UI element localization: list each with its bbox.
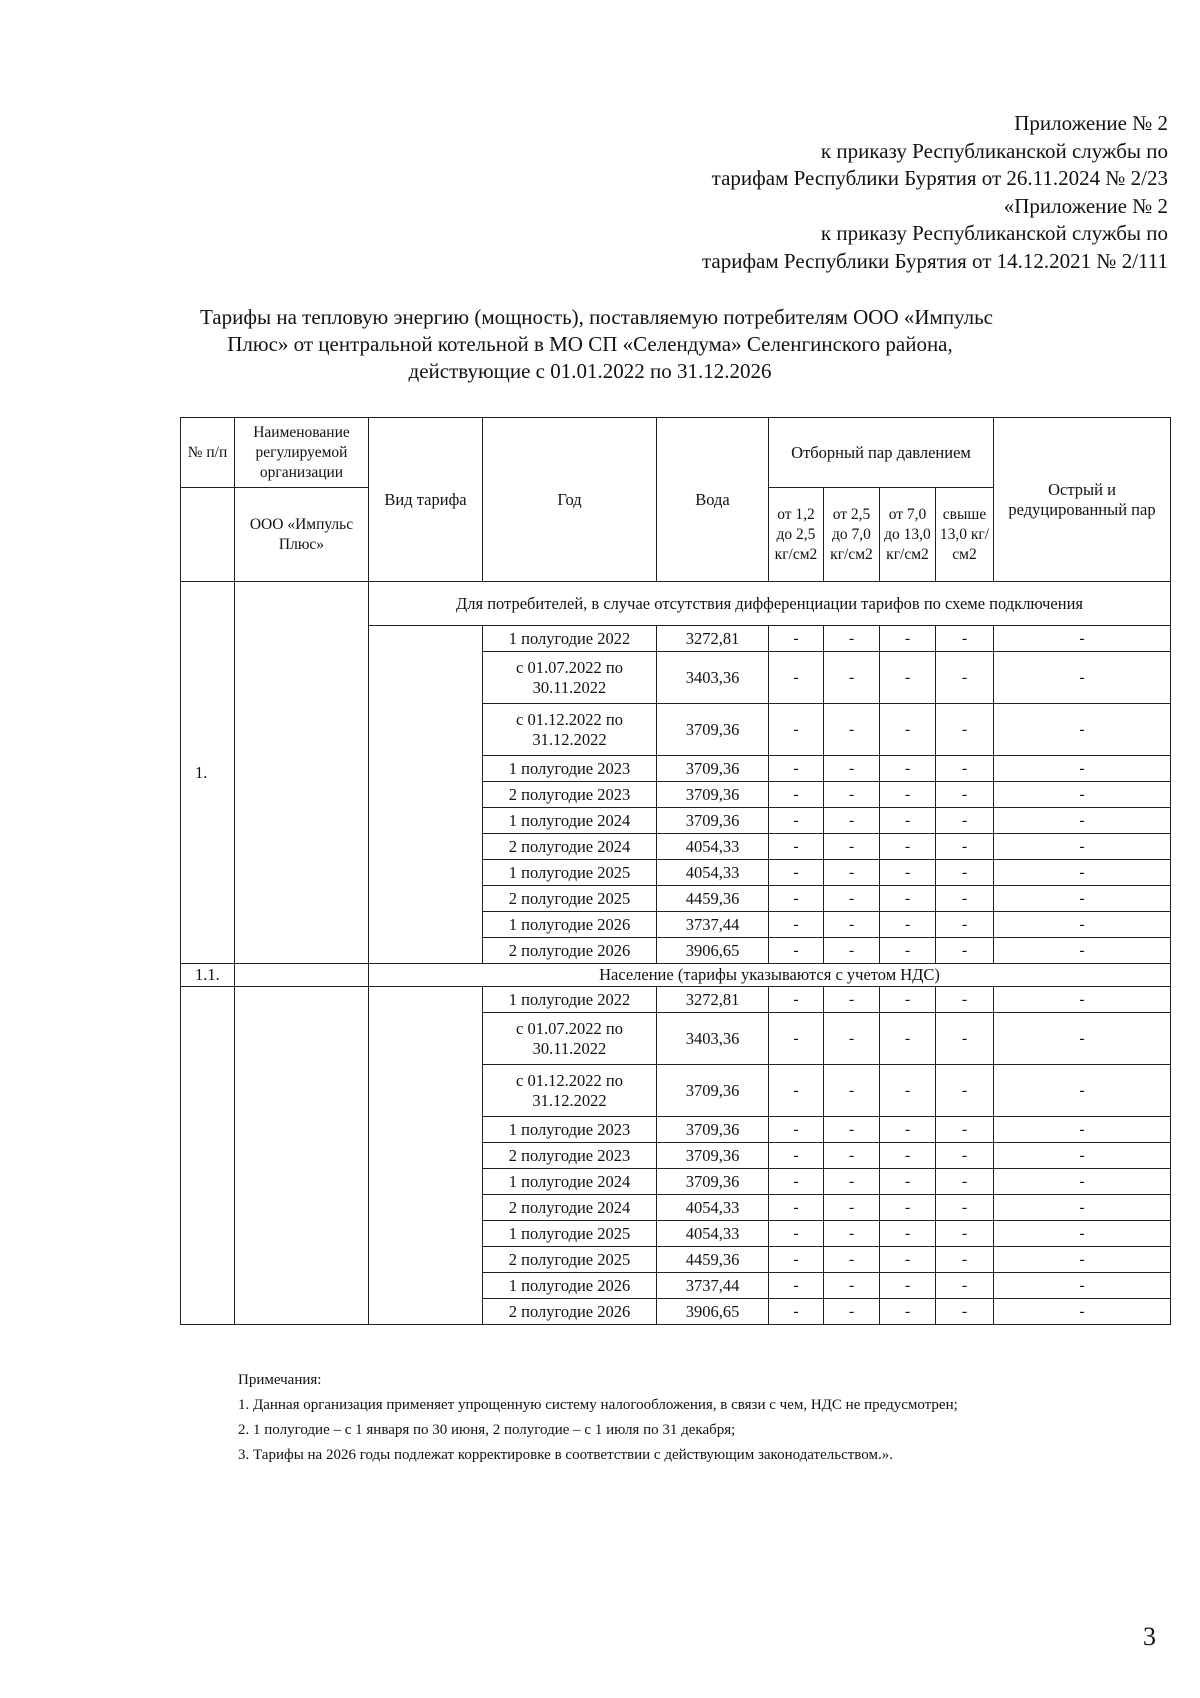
cell-sharp: -	[994, 1117, 1171, 1143]
header-pressure-3: от 7,0 до 13,0 кг/см2	[880, 488, 936, 582]
header-pressure-2: от 2,5 до 7,0 кг/см2	[824, 488, 880, 582]
cell-water: 3906,65	[657, 938, 769, 964]
cell-water: 4459,36	[657, 1247, 769, 1273]
num-cell-empty	[181, 987, 235, 1325]
cell-water: 3737,44	[657, 912, 769, 938]
cell-year: 1 полугодие 2022	[483, 626, 657, 652]
cell-p4: -	[936, 704, 994, 756]
cell-p1: -	[769, 1299, 824, 1325]
appendix-line: к приказу Республиканской службы по	[820, 138, 1168, 163]
cell-water: 4459,36	[657, 886, 769, 912]
cell-p1: -	[769, 912, 824, 938]
appendix-line: тарифам Республики Бурятия от 26.11.2024 № 2/23	[711, 166, 1168, 190]
org-cell-empty	[235, 964, 369, 987]
cell-year: с 01.07.2022 по 30.11.2022	[483, 652, 657, 704]
cell-p4: -	[936, 652, 994, 704]
cell-year: 1 полугодие 2026	[483, 1273, 657, 1299]
cell-p4: -	[936, 1195, 994, 1221]
cell-year: 1 полугодие 2023	[483, 756, 657, 782]
org-cell-empty	[235, 582, 369, 964]
cell-p1: -	[769, 1195, 824, 1221]
cell-p3: -	[880, 1273, 936, 1299]
note-item: 1. Данная организация применяет упрощенную систему налогообложения, в связи с чем, НДС не предусмотрен;	[238, 1397, 958, 1413]
cell-p1: -	[769, 886, 824, 912]
cell-p2: -	[824, 626, 880, 652]
document-title	[200, 304, 994, 385]
cell-p2: -	[824, 1143, 880, 1169]
header-tariff-type: Вид тарифа	[369, 418, 483, 582]
cell-year: 2 полугодие 2026	[483, 938, 657, 964]
cell-p2: -	[824, 938, 880, 964]
cell-p2: -	[824, 1065, 880, 1117]
header-num: № п/п	[181, 418, 235, 488]
table-row	[181, 987, 1171, 1013]
cell-year: 2 полугодие 2023	[483, 782, 657, 808]
cell-year: 2 полугодие 2023	[483, 1143, 657, 1169]
cell-p2: -	[824, 860, 880, 886]
cell-year: 2 полугодие 2026	[483, 1299, 657, 1325]
cell-p1: -	[769, 756, 824, 782]
cell-p4: -	[936, 1273, 994, 1299]
cell-sharp: -	[994, 834, 1171, 860]
tariff-type-cell-empty	[369, 626, 483, 964]
cell-year: с 01.07.2022 по 30.11.2022	[483, 1013, 657, 1065]
cell-water: 3403,36	[657, 652, 769, 704]
cell-p1: -	[769, 1013, 824, 1065]
appendix-line: «Приложение № 2	[1003, 193, 1168, 218]
cell-water: 3906,65	[657, 1299, 769, 1325]
header-org-name: Наименование регулируемой организации	[235, 418, 369, 488]
cell-p4: -	[936, 987, 994, 1013]
header-steam: Отборный пар давлением	[769, 418, 994, 488]
title-line: Плюс» от центральной котельной в МО СП «Селендума» Селенгинского района,	[227, 332, 953, 356]
appendix-line: Приложение № 2	[1014, 111, 1168, 135]
cell-p1: -	[769, 626, 824, 652]
section-title: Население (тарифы указываются с учетом НДС)	[369, 964, 1171, 987]
cell-p2: -	[824, 1169, 880, 1195]
cell-water: 3709,36	[657, 756, 769, 782]
cell-sharp: -	[994, 756, 1171, 782]
section-number: 1.	[181, 582, 235, 964]
cell-sharp: -	[994, 1221, 1171, 1247]
cell-p1: -	[769, 1247, 824, 1273]
cell-water: 3709,36	[657, 1143, 769, 1169]
cell-year: 2 полугодие 2024	[483, 1195, 657, 1221]
header-pressure-1: от 1,2 до 2,5 кг/см2	[769, 488, 824, 582]
cell-p2: -	[824, 782, 880, 808]
cell-p3: -	[880, 1247, 936, 1273]
cell-p3: -	[880, 1195, 936, 1221]
cell-p3: -	[880, 1013, 936, 1065]
cell-p4: -	[936, 1221, 994, 1247]
cell-sharp: -	[994, 808, 1171, 834]
page-number: 3	[1143, 1622, 1156, 1651]
section-row	[181, 964, 1171, 987]
cell-p3: -	[880, 987, 936, 1013]
cell-year: 1 полугодие 2024	[483, 808, 657, 834]
tariff-table	[180, 417, 1171, 1325]
section-row	[181, 582, 1171, 626]
cell-p2: -	[824, 756, 880, 782]
cell-p3: -	[880, 938, 936, 964]
cell-water: 3709,36	[657, 704, 769, 756]
cell-p3: -	[880, 756, 936, 782]
cell-sharp: -	[994, 1169, 1171, 1195]
cell-p4: -	[936, 886, 994, 912]
cell-sharp: -	[994, 1247, 1171, 1273]
appendix-line: к приказу Республиканской службы по	[820, 221, 1168, 245]
cell-p4: -	[936, 1299, 994, 1325]
cell-sharp: -	[994, 1299, 1171, 1325]
tariff-type-cell-empty	[369, 987, 483, 1325]
cell-year: 2 полугодие 2025	[483, 1247, 657, 1273]
cell-p4: -	[936, 1247, 994, 1273]
cell-p1: -	[769, 1065, 824, 1117]
cell-p2: -	[824, 1013, 880, 1065]
cell-p3: -	[880, 704, 936, 756]
cell-p1: -	[769, 987, 824, 1013]
cell-p1: -	[769, 860, 824, 886]
cell-water: 3272,81	[657, 626, 769, 652]
cell-p3: -	[880, 1065, 936, 1117]
cell-p3: -	[880, 834, 936, 860]
cell-sharp: -	[994, 912, 1171, 938]
cell-sharp: -	[994, 652, 1171, 704]
cell-p3: -	[880, 652, 936, 704]
cell-p3: -	[880, 1169, 936, 1195]
title-line: Тарифы на тепловую энергию (мощность), поставляемую потребителям ООО «Импульс	[200, 305, 994, 329]
title-line: действующие с 01.01.2022 по 31.12.2026	[408, 359, 772, 383]
cell-p3: -	[880, 1221, 936, 1247]
cell-water: 3272,81	[657, 987, 769, 1013]
cell-sharp: -	[994, 626, 1171, 652]
cell-p4: -	[936, 782, 994, 808]
org-cell-empty	[235, 987, 369, 1325]
cell-p1: -	[769, 1273, 824, 1299]
appendix-line: тарифам Республики Бурятия от 14.12.2021 № 2/111	[701, 248, 1168, 273]
header-pressure-4: свыше 13,0 кг/см2	[936, 488, 994, 582]
appendix-header	[702, 110, 1168, 275]
cell-p2: -	[824, 987, 880, 1013]
cell-p1: -	[769, 1169, 824, 1195]
cell-year: 1 полугодие 2022	[483, 987, 657, 1013]
cell-year: 1 полугодие 2026	[483, 912, 657, 938]
cell-p2: -	[824, 1299, 880, 1325]
cell-p2: -	[824, 1221, 880, 1247]
cell-p4: -	[936, 1169, 994, 1195]
cell-p4: -	[936, 1013, 994, 1065]
header-sharp-steam: Острый и редуцированный пар	[994, 418, 1171, 582]
cell-p2: -	[824, 808, 880, 834]
header-org-value: ООО «Импульс Плюс»	[235, 488, 369, 582]
cell-p2: -	[824, 1247, 880, 1273]
cell-water: 4054,33	[657, 860, 769, 886]
section-title: Для потребителей, в случае отсутствия дифференциации тарифов по схеме подключения	[369, 582, 1171, 626]
cell-p3: -	[880, 808, 936, 834]
cell-p1: -	[769, 652, 824, 704]
notes-title: Примечания:	[238, 1372, 322, 1388]
cell-p2: -	[824, 1117, 880, 1143]
cell-year: 1 полугодие 2025	[483, 860, 657, 886]
header-num-empty	[181, 488, 235, 582]
cell-water: 3709,36	[657, 1169, 769, 1195]
cell-p2: -	[824, 652, 880, 704]
cell-p1: -	[769, 1117, 824, 1143]
cell-p3: -	[880, 1299, 936, 1325]
cell-p4: -	[936, 938, 994, 964]
cell-sharp: -	[994, 782, 1171, 808]
cell-water: 3709,36	[657, 808, 769, 834]
note-item: 3. Тарифы на 2026 годы подлежат корректировке в соответствии с действующим законодательством.».	[238, 1447, 893, 1463]
cell-year: 2 полугодие 2024	[483, 834, 657, 860]
cell-p2: -	[824, 1195, 880, 1221]
cell-p4: -	[936, 756, 994, 782]
header-row	[181, 418, 1171, 488]
cell-p3: -	[880, 886, 936, 912]
cell-p4: -	[936, 834, 994, 860]
cell-p4: -	[936, 808, 994, 834]
cell-p4: -	[936, 912, 994, 938]
header-year: Год	[483, 418, 657, 582]
cell-p4: -	[936, 1065, 994, 1117]
cell-sharp: -	[994, 886, 1171, 912]
cell-p1: -	[769, 1221, 824, 1247]
cell-sharp: -	[994, 1065, 1171, 1117]
cell-water: 4054,33	[657, 834, 769, 860]
cell-p2: -	[824, 912, 880, 938]
cell-p3: -	[880, 860, 936, 886]
cell-p2: -	[824, 1273, 880, 1299]
cell-year: с 01.12.2022 по 31.12.2022	[483, 704, 657, 756]
cell-year: 1 полугодие 2023	[483, 1117, 657, 1143]
note-item: 2. 1 полугодие – с 1 января по 30 июня, 2 полугодие – с 1 июля по 31 декабря;	[238, 1422, 736, 1438]
cell-water: 3403,36	[657, 1013, 769, 1065]
section-number: 1.1.	[181, 964, 235, 987]
cell-p4: -	[936, 1143, 994, 1169]
cell-p3: -	[880, 912, 936, 938]
notes	[238, 1368, 958, 1468]
cell-p4: -	[936, 860, 994, 886]
cell-p3: -	[880, 782, 936, 808]
cell-water: 3709,36	[657, 782, 769, 808]
cell-water: 3737,44	[657, 1273, 769, 1299]
cell-water: 4054,33	[657, 1195, 769, 1221]
cell-year: 1 полугодие 2025	[483, 1221, 657, 1247]
cell-water: 3709,36	[657, 1065, 769, 1117]
cell-p1: -	[769, 808, 824, 834]
cell-p1: -	[769, 704, 824, 756]
cell-p2: -	[824, 834, 880, 860]
cell-water: 3709,36	[657, 1117, 769, 1143]
cell-p1: -	[769, 834, 824, 860]
cell-water: 4054,33	[657, 1221, 769, 1247]
cell-sharp: -	[994, 704, 1171, 756]
cell-year: с 01.12.2022 по 31.12.2022	[483, 1065, 657, 1117]
cell-sharp: -	[994, 1273, 1171, 1299]
cell-year: 1 полугодие 2024	[483, 1169, 657, 1195]
cell-p1: -	[769, 782, 824, 808]
cell-sharp: -	[994, 938, 1171, 964]
cell-p2: -	[824, 704, 880, 756]
cell-p3: -	[880, 626, 936, 652]
cell-p4: -	[936, 626, 994, 652]
cell-p3: -	[880, 1117, 936, 1143]
cell-p3: -	[880, 1143, 936, 1169]
cell-p1: -	[769, 1143, 824, 1169]
cell-p4: -	[936, 1117, 994, 1143]
cell-sharp: -	[994, 1143, 1171, 1169]
cell-sharp: -	[994, 987, 1171, 1013]
cell-p2: -	[824, 886, 880, 912]
cell-sharp: -	[994, 1195, 1171, 1221]
cell-year: 2 полугодие 2025	[483, 886, 657, 912]
header-water: Вода	[657, 418, 769, 582]
cell-sharp: -	[994, 1013, 1171, 1065]
cell-p1: -	[769, 938, 824, 964]
cell-sharp: -	[994, 860, 1171, 886]
